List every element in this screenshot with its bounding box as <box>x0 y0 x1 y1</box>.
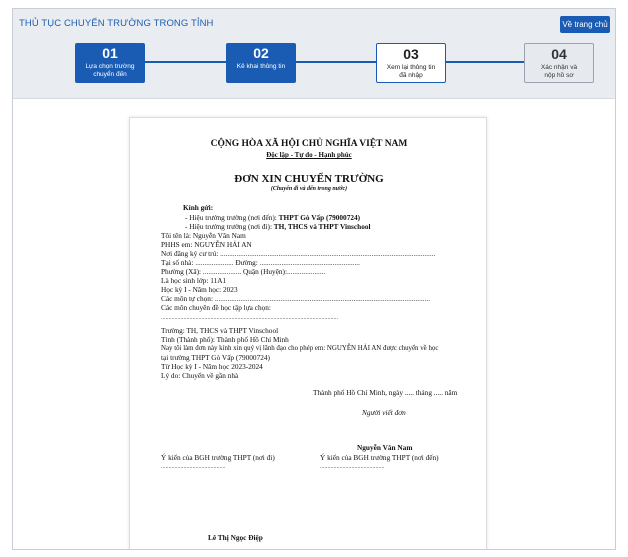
form-nation: CỘNG HÒA XÃ HỘI CHỦ NGHĨA VIỆT NAM <box>210 139 408 149</box>
residence-label: Nơi đăng ký cư trú: <box>161 249 221 258</box>
form-parent-of: PHHS em: NGUYỄN HẢI AN <box>161 240 252 249</box>
step-1-select-school[interactable] <box>75 43 145 83</box>
street-label: Đường: <box>233 258 260 267</box>
form-province: Tỉnh (Thành phố): Thành phố Hồ Chí Minh <box>161 335 289 344</box>
blank-dots: ........................................... <box>320 464 385 470</box>
step-label: Xem lại thông tin <box>386 64 436 71</box>
step-2-declare-info[interactable] <box>226 43 296 83</box>
house-label: Tại số nhà: <box>161 258 196 267</box>
form-signer-name: Lê Thị Ngọc Điệp <box>208 533 263 542</box>
form-grade: Là học sinh lớp: 11A1 <box>161 276 227 285</box>
step-label: đã nhập <box>399 71 423 79</box>
blank-dots: ........................................... <box>161 464 226 470</box>
step-label: Xác nhận và <box>540 64 578 71</box>
step-label: nộp hồ sơ <box>544 71 574 79</box>
form-opinion-to: Ý kiến của BGH trường THPT (nơi đến) <box>320 453 439 462</box>
home-button[interactable]: Về trang chủ <box>560 16 610 33</box>
recipient-prefix: - Hiệu trưởng trường (nơi đi): <box>185 222 274 231</box>
form-greeting: Kính gửi: <box>183 203 214 212</box>
step-label: Lựa chọn trường <box>85 63 135 70</box>
step-3-review-info[interactable] <box>376 43 446 83</box>
step-number: 04 <box>551 46 567 62</box>
form-date-line: Thành phố Hồ Chí Minh, ngày ..... tháng ..... năm <box>313 388 458 397</box>
form-recipient-to <box>185 222 371 231</box>
form-subtitle: (Chuyển đi và đến trong nước) <box>270 186 348 192</box>
blank-dots: ..................... <box>286 267 326 276</box>
application-form-preview <box>129 117 487 550</box>
step-label: Kê khai thông tin <box>236 63 286 70</box>
page-title: THỦ TỤC CHUYỂN TRƯỜNG TRONG TỈNH <box>19 18 214 29</box>
form-request-line2: tại trường THPT Gò Vấp (79000724) <box>161 353 270 362</box>
blank-dots: ...................................................................................................................... <box>214 294 431 303</box>
ward-label: Phường (Xã): <box>161 267 203 276</box>
blank-dots: ..................... <box>195 258 234 267</box>
form-residence <box>161 249 435 258</box>
form-writer-name: Nguyễn Văn Nam <box>357 443 413 452</box>
top-header <box>13 9 615 99</box>
step-label: chuyển đến <box>93 70 127 78</box>
form-elective <box>161 294 430 303</box>
recipient-prefix: - Hiệu trưởng trường (nơi đến): <box>185 213 279 222</box>
step-number: 03 <box>403 46 419 62</box>
form-ward-district <box>161 267 325 276</box>
step-number: 02 <box>253 45 269 61</box>
form-writer-label: Người viết đơn <box>362 408 406 417</box>
stepper-connector <box>83 61 583 63</box>
form-specialized: Các môn chuyên đề học tập lựa chọn: <box>161 303 271 312</box>
form-from-semester: Từ Học kỳ I - Năm học 2023-2024 <box>161 362 263 371</box>
form-semester: Học kỳ I - Năm học: 2023 <box>161 285 238 294</box>
blank-dots: ...................................................................................................................... <box>220 249 436 258</box>
form-school: Trường: TH, THCS và THPT Vinschool <box>161 326 279 335</box>
form-reason: Lý do: Chuyển về gần nhà <box>161 371 239 380</box>
blank-dots: ...................................................................................................................... <box>161 315 338 321</box>
form-request-line1: Nay tôi làm đơn này kính xin quý vị lãnh đạo cho phép em: NGUYỄN HẢI AN được chuyển về học <box>161 345 439 352</box>
form-recipient-from <box>185 213 360 222</box>
recipient-school: TH, THCS và THPT Vinschool <box>273 222 371 231</box>
step-4-confirm-submit[interactable] <box>524 43 594 83</box>
blank-dots: ....................................................... <box>259 258 360 267</box>
form-applicant: Tôi tên là: Nguyễn Văn Nam <box>161 231 246 240</box>
elective-label: Các môn tự chọn: <box>161 294 215 303</box>
form-address <box>161 258 360 267</box>
form-motto: Độc lập - Tự do - Hạnh phúc <box>266 151 352 159</box>
district-label: Quận (Huyện): <box>241 267 287 276</box>
recipient-school: THPT Gò Vấp (79000724) <box>278 213 361 222</box>
blank-dots: ..................... <box>202 267 242 276</box>
form-opinion-from: Ý kiến của BGH trường THPT (nơi đi) <box>161 453 275 462</box>
step-number: 01 <box>102 45 118 61</box>
app-frame <box>12 8 616 550</box>
form-title: ĐƠN XIN CHUYỂN TRƯỜNG <box>234 173 384 185</box>
